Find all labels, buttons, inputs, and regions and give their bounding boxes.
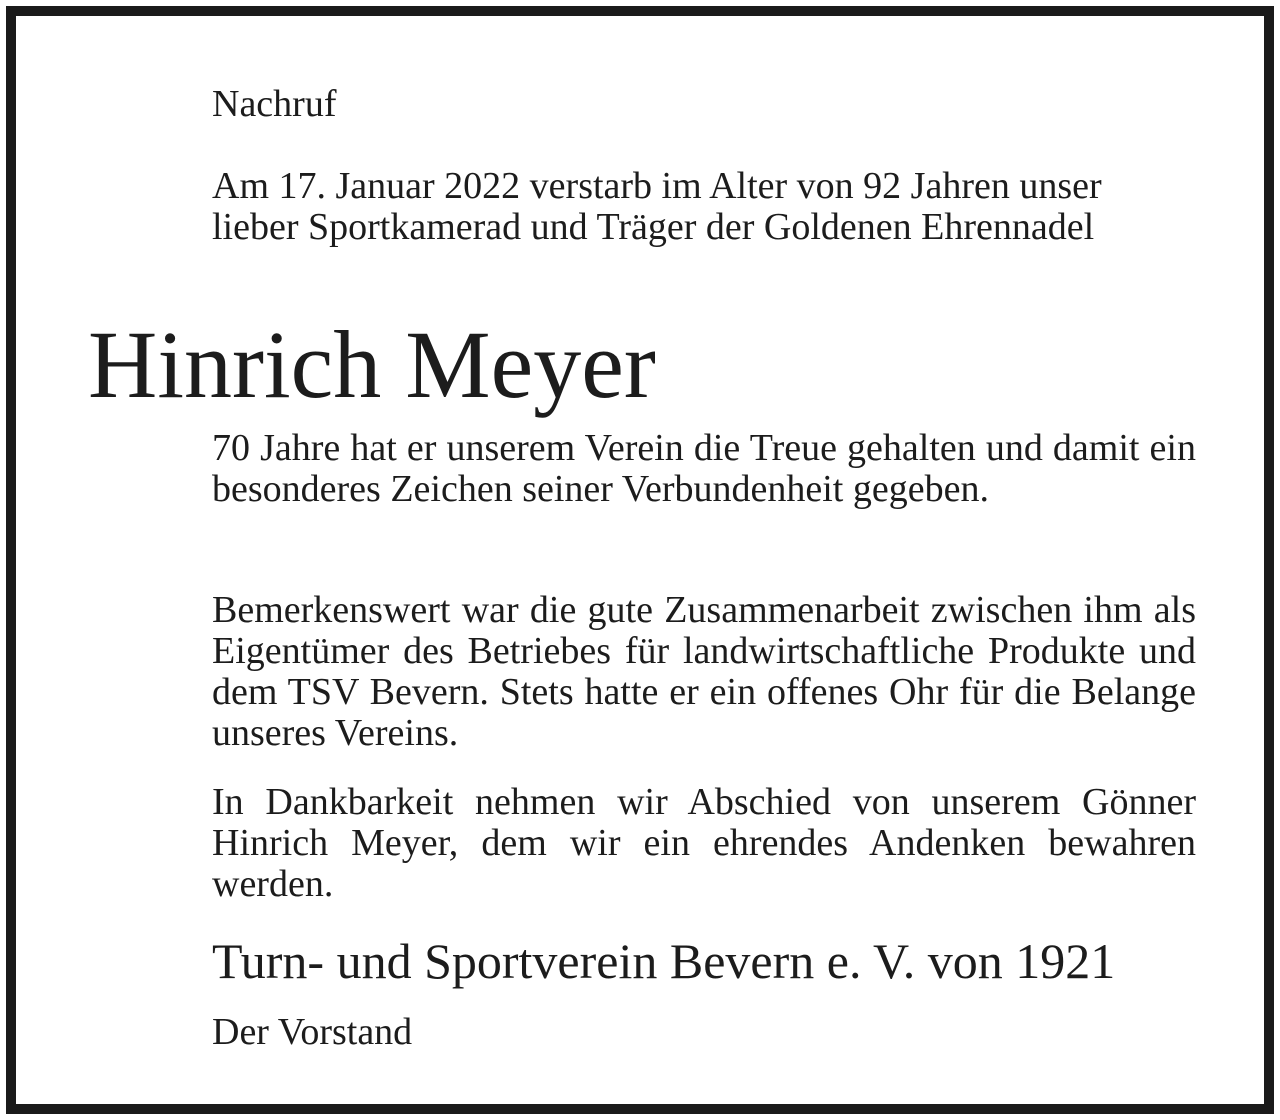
- club-signature: Turn- und Sportverein Bevern e. V. von 1921: [212, 933, 1116, 989]
- paragraph-loyalty: 70 Jahre hat er unserem Verein die Treue gehalten und damit ein besonderes Zeichen seiner Verbundenheit gegeben.: [212, 427, 1196, 510]
- paragraph-cooperation: Bemerkenswert war die gute Zusammenarbeit zwischen ihm als Eigentümer des Betriebes für landwirtschaftliche Produkte und dem TSV Bevern. Stets hatte er ein offenes Ohr für die Belange unseres Vereins.: [212, 589, 1196, 754]
- notice-heading: Nachruf: [212, 83, 337, 125]
- paragraph-farewell: In Dankbarkeit nehmen wir Abschied von unserem Gönner Hinrich Meyer, dem wir ein ehrendes Andenken bewahren werden.: [212, 781, 1196, 905]
- obituary-notice: [6, 6, 1274, 1114]
- board-signature: Der Vorstand: [212, 1011, 413, 1053]
- intro-text: Am 17. Januar 2022 verstarb im Alter von 92 Jahren unser lieber Sportkamerad und Träger der Goldenen Ehrennadel: [212, 165, 1102, 248]
- deceased-name: Hinrich Meyer: [88, 311, 656, 418]
